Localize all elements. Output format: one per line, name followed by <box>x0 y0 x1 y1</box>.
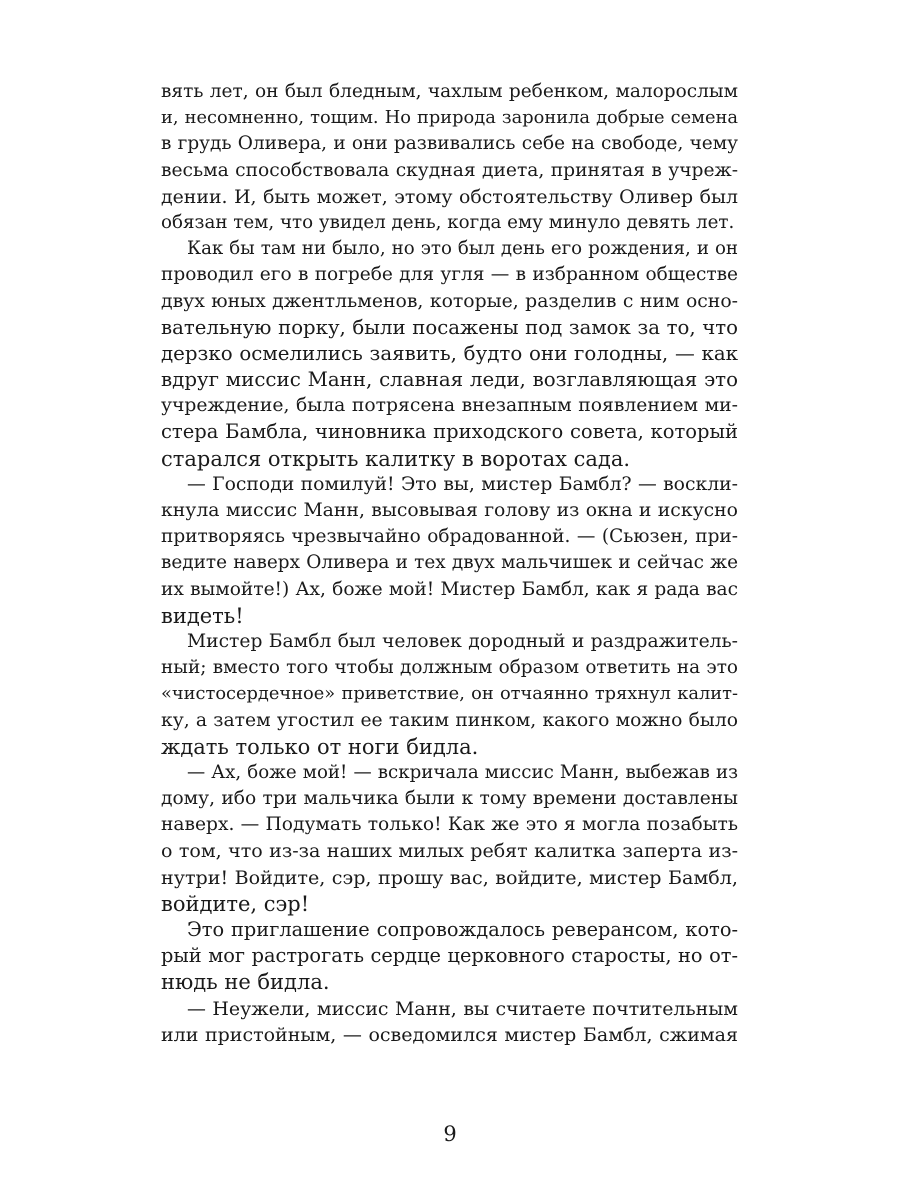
text-line: войдите, сэр! <box>161 891 310 916</box>
text-line: вять лет, он был бледным, чахлым ребенком, малорослым <box>161 81 738 102</box>
text-line: дении. И, быть может, этому обстоятельству Оливер был <box>161 185 738 208</box>
text-line: ный; вместо того чтобы должным образом ответить на это <box>161 657 738 679</box>
text-line: — Ах, боже мой! — вскричала миссис Манн, выбежав из <box>187 761 738 783</box>
text-line: «чистосердечное» приветствие, он отчаянно тряхнул калит- <box>161 683 738 705</box>
text-line: кнула миссис Манн, высовывая голову из окна и искусно <box>161 500 738 521</box>
text-line: дерзко осмелились заявить, будто они голодны, — как <box>161 341 738 365</box>
text-line: Это приглашение сопровождалось реверансом, кото- <box>187 918 738 941</box>
text-line: учреждение, была потрясена внезапным появлением ми- <box>161 395 738 417</box>
text-line: их вымойте!) Ах, боже мой! Мистер Бамбл, как я рада вас <box>161 578 738 600</box>
text-line: дому, ибо три мальчика были к тому времени доставлены <box>161 788 738 810</box>
text-line: старался открыть калитку в воротах сада. <box>161 446 631 471</box>
text-line: о том, что из-за наших милых ребят калитка заперта из- <box>161 840 738 863</box>
text-line: или пристойным, — осведомился мистер Бамбл, сжимая <box>161 1023 738 1046</box>
text-line: в грудь Оливера, и они развивались себе на свободе, чему <box>161 133 738 155</box>
text-line: проводил его в погребе для угля — в избранном обществе <box>161 264 738 286</box>
text-line: весьма способствовала скудная диета, принятая в учреж- <box>161 159 738 181</box>
text-line: рый мог растрогать сердце церковного старосты, но от- <box>161 944 738 968</box>
body-text <box>161 79 738 1048</box>
text-line: нутри! Войдите, сэр, прошу вас, войдите, мистер Бамбл, <box>161 865 738 889</box>
text-line: — Господи помилуй! Это вы, мистер Бамбл? — воскли- <box>187 473 738 495</box>
text-line: обязан тем, что увидел день, когда ему минуло девять лет. <box>161 211 735 233</box>
text-line: видеть! <box>161 603 244 628</box>
text-line: наверх. — Подумать только! Как же это я могла позабыть <box>161 814 738 836</box>
text-line: притворяясь чрезвычайно обрадованной. — (Сьюзен, при- <box>161 526 738 548</box>
text-line: нюдь не бидла. <box>161 970 330 995</box>
page-number: 9 <box>443 1122 457 1146</box>
text-line: вательную порку, были посажены под замок за то, что <box>161 315 738 339</box>
text-line: стера Бамбла, чиновника приходского совета, который <box>161 420 738 444</box>
text-line: вдруг миссис Манн, славная леди, возглавляющая это <box>161 368 738 392</box>
text-line: — Неужели, миссис Манн, вы считаете почтительным <box>187 997 738 1020</box>
text-line: ку, а затем угостил ее таким пинком, какого можно было <box>161 709 738 731</box>
text-line: ждать только от ноги бидла. <box>161 734 479 759</box>
text-line: и, несомненно, тощим. Но природа заронила добрые семена <box>161 107 738 129</box>
text-line: Как бы там ни было, но это был день его рождения, и он <box>187 238 738 260</box>
text-line: ведите наверх Оливера и тех двух мальчишек и сейчас же <box>161 552 738 574</box>
text-line: двух юных джентльменов, которые, разделив с ним осно- <box>161 290 738 312</box>
text-line: Мистер Бамбл был человек дородный и раздражитель- <box>187 630 738 652</box>
